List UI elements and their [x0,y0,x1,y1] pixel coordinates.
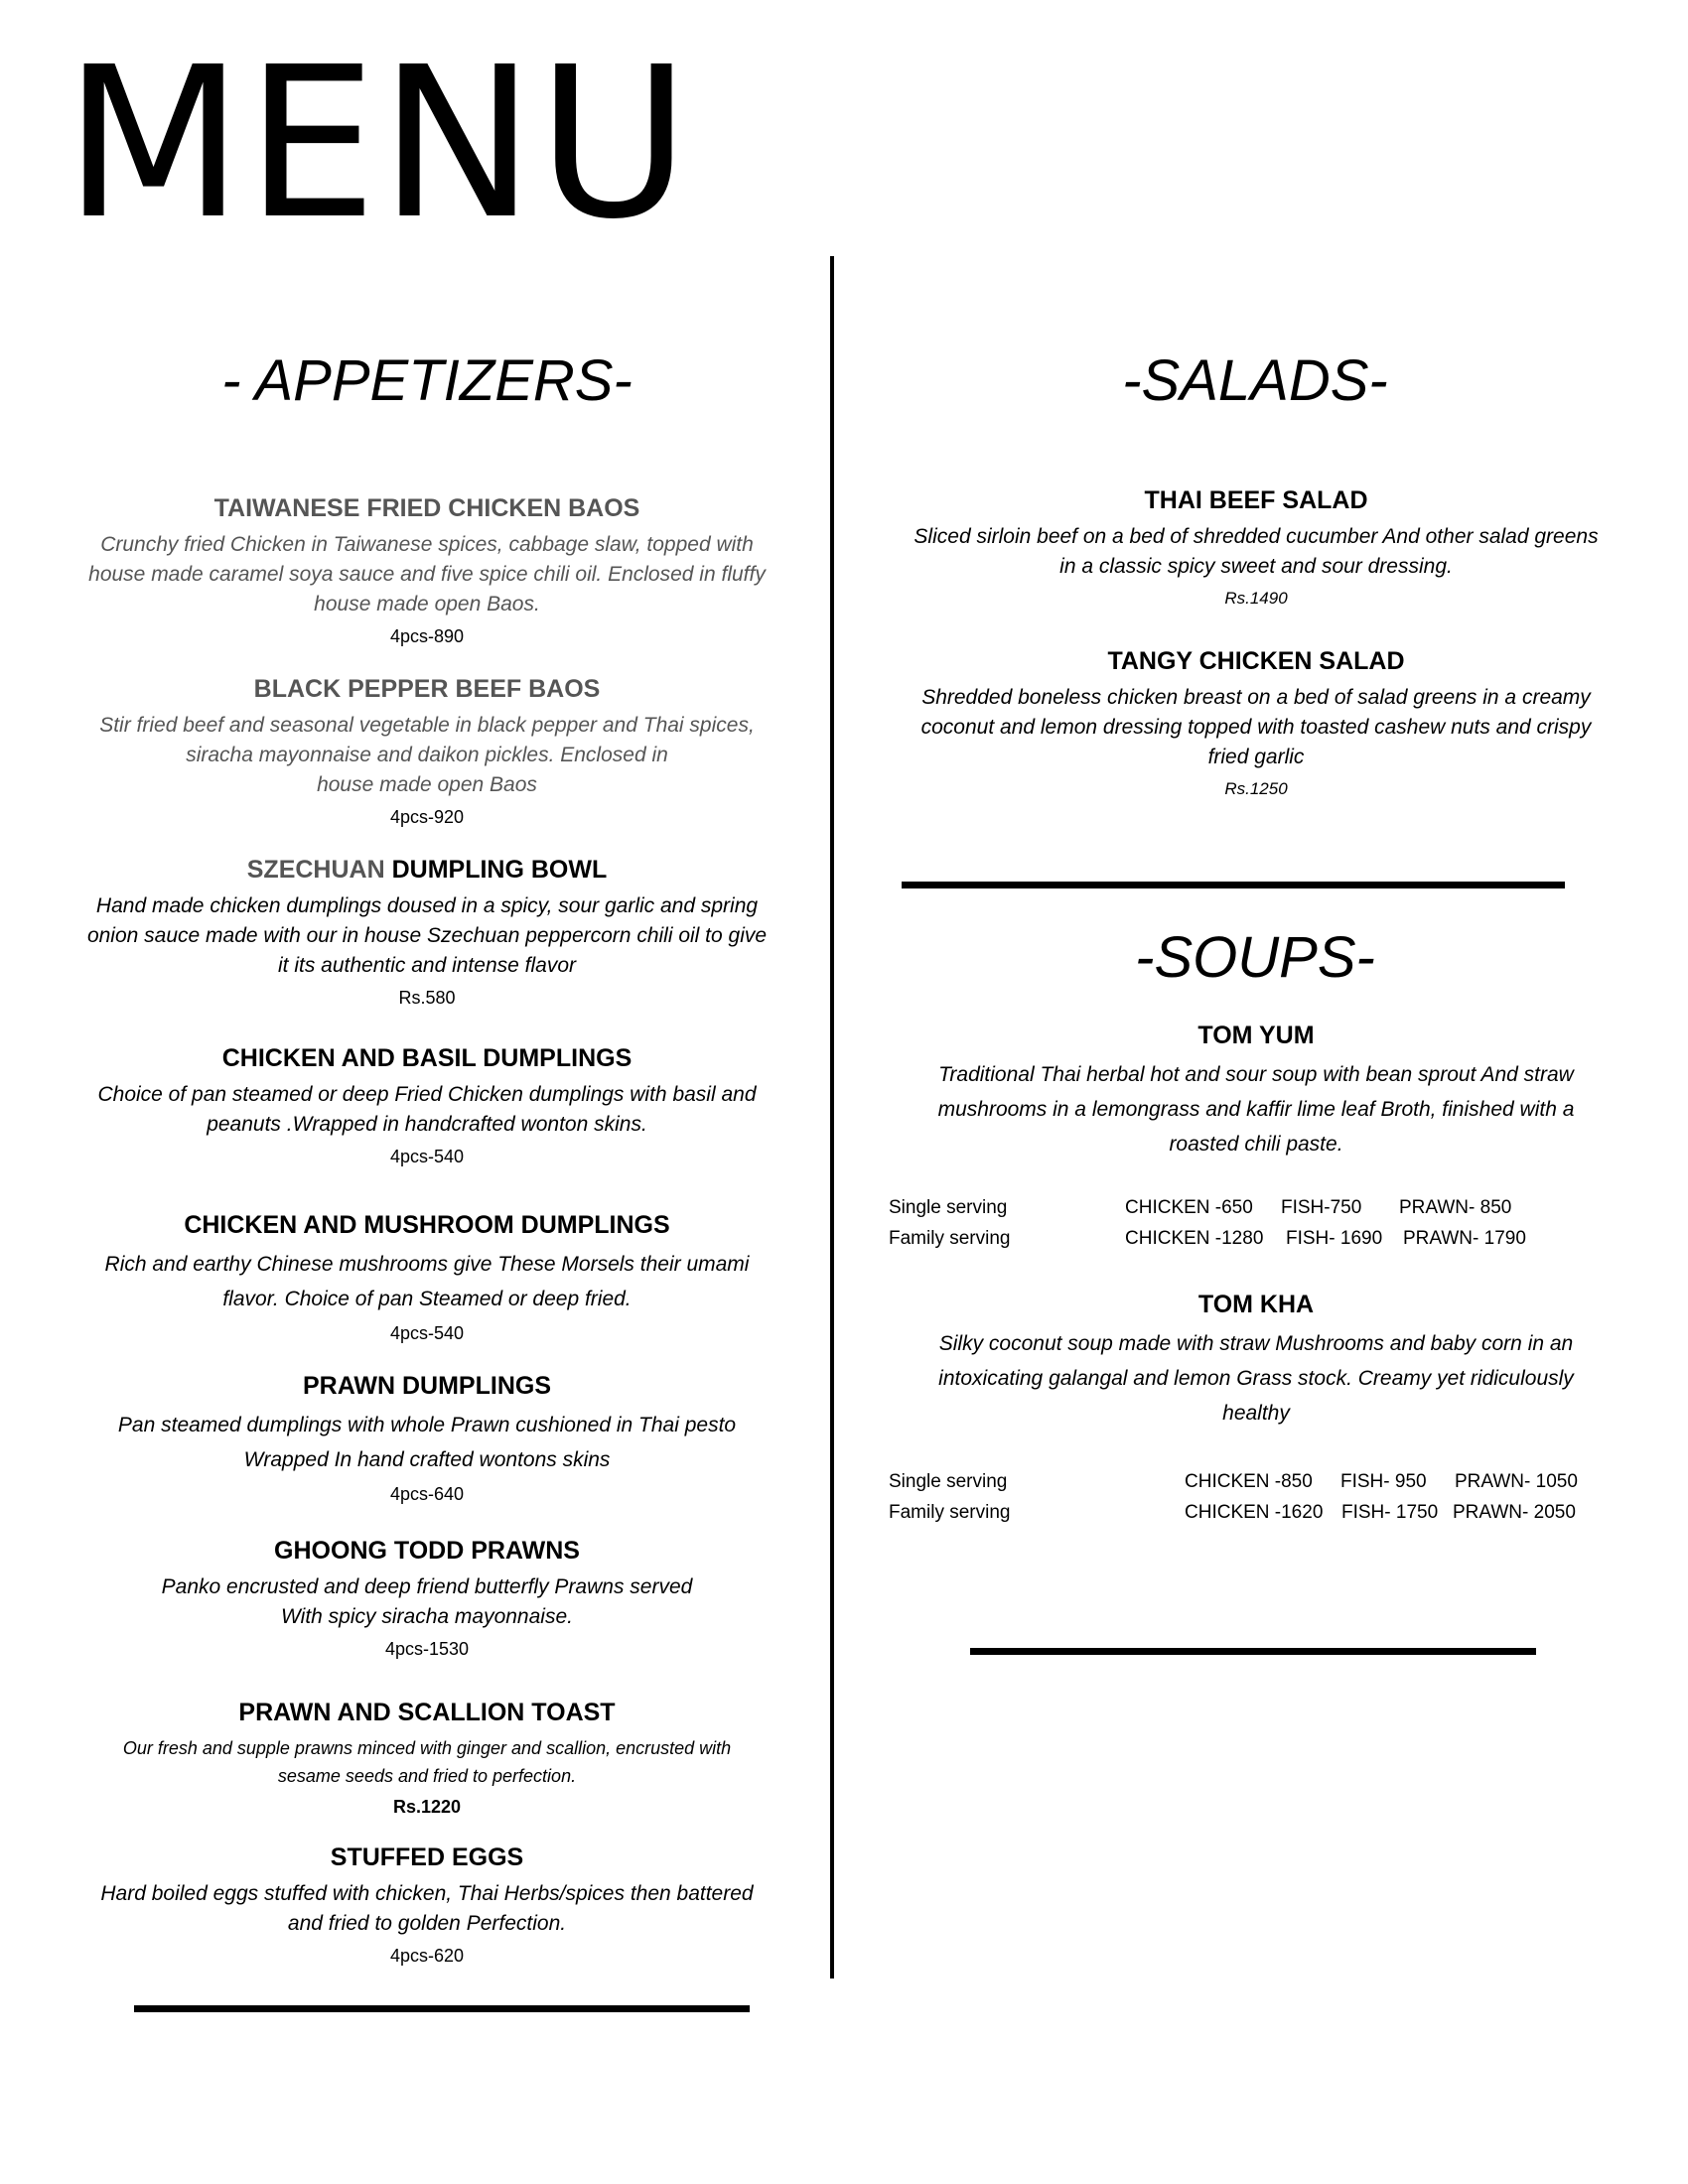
item-description: Sliced sirloin beef on a bed of shredded cucumber And other salad greens in a classic spicy sweet and sour dressing. [914,525,1599,578]
serving-label: Family serving [889,1502,1011,1523]
serving-row [889,1192,1623,1223]
item-name: GHOONG TODD PRAWNS [274,1537,580,1565]
menu-item-ghoong-todd-prawns [40,1535,814,1662]
item-description: Our fresh and supple prawns minced with ginger and scallion, encrusted with sesame seeds and fried to perfection. [122,1738,732,1786]
item-price: 4pcs-920 [389,807,465,827]
item-price: 4pcs-620 [389,1946,465,1966]
menu-item-tom-yum [874,1020,1638,1161]
salads-heading: -SALADS- [1122,348,1388,413]
item-price: Rs.1220 [392,1797,462,1817]
fish-price: FISH- 1750 [1341,1502,1439,1523]
appetizers-end-rule [134,2005,750,2012]
item-price: Rs.1250 [1224,779,1288,798]
fish-price: FISH- 950 [1340,1471,1427,1492]
prawn-price: PRAWN- 2050 [1453,1502,1576,1523]
chicken-price: CHICKEN -850 [1185,1471,1313,1492]
item-description: Shredded boneless chicken breast on a bed of salad greens in a creamy coconut and lemon dressing topped with toasted cashew nuts and crispy fried garlic [920,686,1592,768]
item-description: Pan steamed dumplings with whole Prawn cushioned in Thai pesto Wrapped In hand crafted wontons skins [117,1414,737,1471]
item-description: Traditional Thai herbal hot and sour soup with bean sprout And straw mushrooms in a lemongrass and kaffir lime leaf Broth, finished with a roasted chili paste. [937,1063,1575,1156]
appetizers-heading: - APPETIZERS- [221,348,633,413]
menu-item-tangy-chicken-salad [874,645,1638,802]
prawn-price: PRAWN- 850 [1399,1197,1512,1218]
prawn-price: PRAWN- 1790 [1403,1228,1526,1249]
menu-item-black-pepper-beef-baos [40,673,814,830]
item-description: Crunchy fried Chicken in Taiwanese spices, cabbage slaw, topped with house made caramel soya sauce and five spice chili oil. Enclosed in fluffy house made open Baos. [88,533,766,615]
item-description: Rich and earthy Chinese mushrooms give These Morsels their umami flavor. Choice of pan Steamed or deep fried. [104,1253,750,1310]
item-name: TAIWANESE FRIED CHICKEN BAOS [213,494,640,522]
item-price: 4pcs-1530 [384,1639,470,1659]
item-name: BLACK PEPPER BEEF BAOS [253,675,601,703]
tom-yum-serving-table [889,1192,1623,1254]
menu-item-szechuan-dumpling-bowl [40,854,814,1011]
chicken-price: CHICKEN -1280 [1125,1228,1264,1249]
item-name: TANGY CHICKEN SALAD [1107,647,1405,675]
item-name: THAI BEEF SALAD [1144,486,1368,514]
item-description: Panko encrusted and deep friend butterfly Prawns served With spicy siracha mayonnaise. [161,1575,693,1628]
menu-title: MENU [64,22,692,265]
menu-item-stuffed-eggs [40,1842,814,1969]
menu-item-chicken-and-basil-dumplings [40,1042,814,1169]
item-price: 4pcs-540 [389,1323,465,1343]
item-name: TOM YUM [1197,1022,1315,1049]
serving-row [889,1223,1623,1254]
fish-price: FISH- 1690 [1286,1228,1383,1249]
menu-item-prawn-dumplings [40,1370,814,1507]
soups-end-rule [970,1648,1536,1655]
item-price: 4pcs-540 [389,1147,465,1166]
soups-heading: -SOUPS- [1135,925,1375,990]
salads-end-rule [902,882,1565,888]
item-price: Rs.1490 [1224,589,1288,608]
item-name: PRAWN DUMPLINGS [303,1372,551,1400]
item-name: STUFFED EGGS [330,1843,524,1871]
chicken-price: CHICKEN -650 [1125,1197,1253,1218]
serving-label: Single serving [889,1471,1008,1492]
prawn-price: PRAWN- 1050 [1455,1471,1578,1492]
item-description: Stir fried beef and seasonal vegetable in black pepper and Thai spices, siracha mayonnaise and daikon pickles. Enclosed in house made open Baos [99,714,755,796]
item-name: CHICKEN AND MUSHROOM DUMPLINGS [184,1211,670,1239]
fish-price: FISH-750 [1281,1197,1362,1218]
item-price: 4pcs-890 [389,626,465,646]
item-description: Hand made chicken dumplings doused in a spicy, sour garlic and spring onion sauce made with our in house Szechuan peppercorn chili oil to give it its authentic and intense flavor [86,894,768,977]
serving-label: Family serving [889,1228,1011,1249]
item-description: Silky coconut soup made with straw Mushrooms and baby corn in an intoxicating galangal and lemon Grass stock. Creamy yet ridiculously healthy [938,1332,1574,1425]
serving-label: Single serving [889,1197,1008,1218]
item-price: 4pcs-640 [389,1484,465,1504]
column-divider [830,256,834,1979]
item-name: PRAWN AND SCALLION TOAST [238,1699,616,1726]
menu-item-taiwanese-fried-chicken-baos [40,492,814,649]
item-name: SZECHUAN DUMPLING BOWL [246,856,608,884]
menu-item-chicken-and-mushroom-dumplings [40,1209,814,1346]
item-name: CHICKEN AND BASIL DUMPLINGS [221,1044,633,1072]
menu-item-prawn-and-scallion-toast [40,1697,814,1820]
item-description: Choice of pan steamed or deep Fried Chicken dumplings with basil and peanuts .Wrapped in handcrafted wonton skins. [97,1083,757,1136]
item-price: Rs.580 [398,988,456,1008]
item-name: TOM KHA [1197,1291,1315,1318]
menu-item-thai-beef-salad [874,484,1638,612]
chicken-price: CHICKEN -1620 [1185,1502,1324,1523]
menu-item-tom-kha [874,1289,1638,1431]
serving-row [889,1497,1623,1528]
serving-row [889,1466,1623,1497]
tom-kha-serving-table [889,1466,1623,1528]
item-description: Hard boiled eggs stuffed with chicken, Thai Herbs/spices then battered and fried to golden Perfection. [100,1882,754,1935]
